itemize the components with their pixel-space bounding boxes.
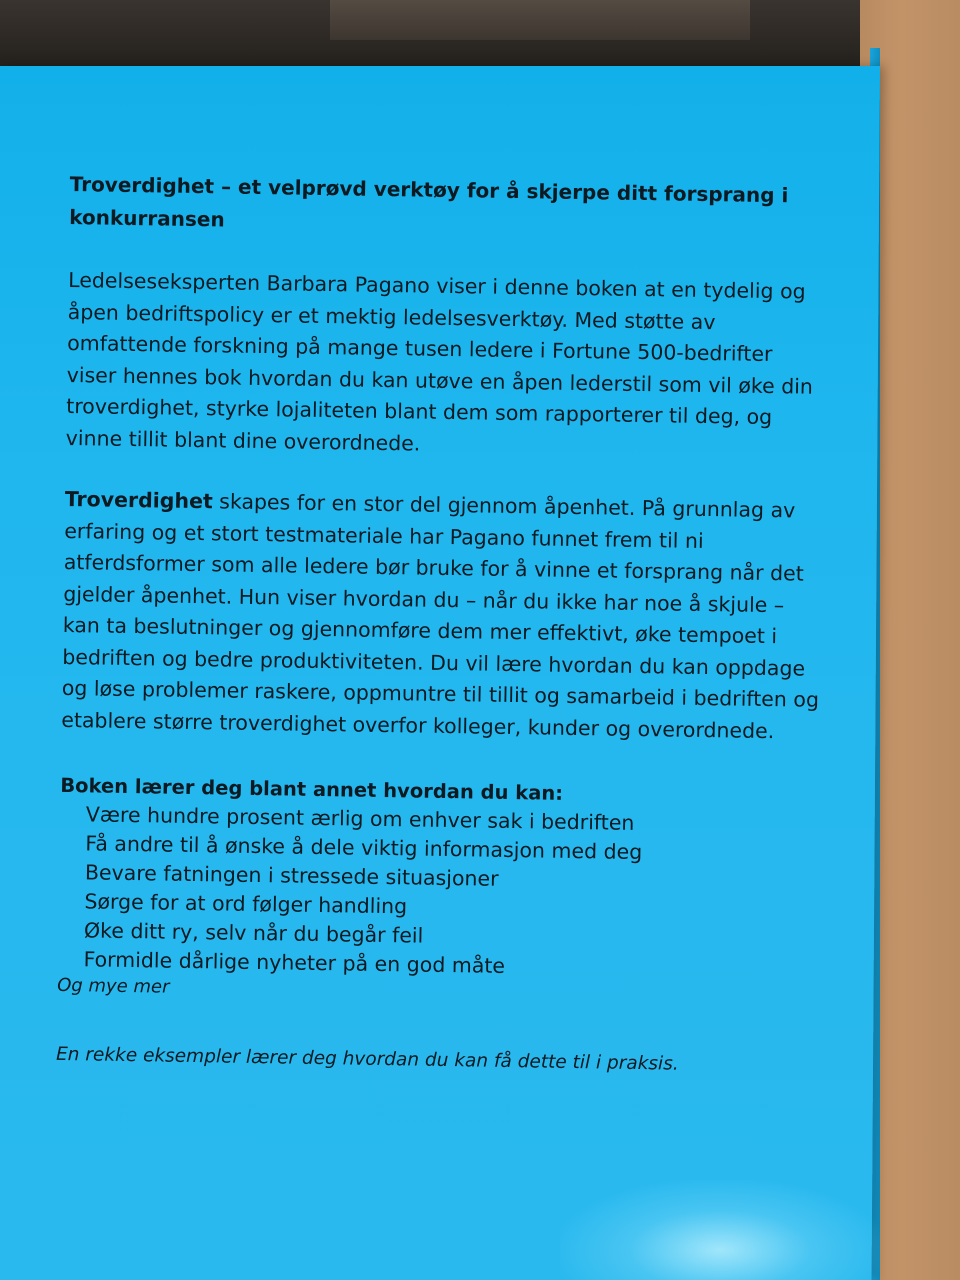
cover-heading: Troverdighet – et velprøvd verktøy for å skjerpe ditt forsprang i konkurransen bbox=[69, 171, 789, 232]
list-item: Sørge for at ord følger handling bbox=[84, 889, 408, 919]
list-item: Være hundre prosent ærlig om enhver sak i bedriften bbox=[85, 802, 635, 835]
and-more-text: Og mye mer bbox=[56, 974, 170, 998]
back-cover-text bbox=[56, 168, 830, 1080]
closing-line: En rekke eksempler lærer deg hvordan du kan få dette til i praksis. bbox=[55, 1043, 679, 1075]
intro-paragraph: Ledelseseksperten Barbara Pagano viser i denne boken at en tydelig og åpen bedriftspolicy er et mektig ledelsesverktøy. Med støtte av omfattende forskning på mange tusen ledere i Fortune 500-bedrifter viser hennes bok hvordan du kan utøve en åpen lederstil som vil øke din troverdighet, styrke lojaliteten blant dem som rapporterer til deg, og vinne tillit blant dine overordnede. bbox=[65, 267, 814, 456]
window-reflection bbox=[330, 0, 750, 40]
light-reflection bbox=[560, 1180, 880, 1280]
second-paragraph-body: skapes for en stor del gjennom åpenhet. På grunnlag av erfaring og et stort testmateriale har Pagano funnet frem til ni atferdsformer som alle ledere bør bruke for å vinne et forsprang når det gjelder åpenhet. Hun viser hvordan du – når du ikke har noe å skjule – kan ta beslutninger og gjennomføre dem mer effektivt, øke tempoet i bedriften og bedre produktiviteten. Du vil lære hvordan du kan oppdage og løse problemer raskere, oppmuntre til tillit og samarbeid i bedriften og etablere større troverdighet overfor kolleger, kunder og overordnede. bbox=[61, 489, 820, 743]
list-heading: Boken lærer deg blant annet hvordan du kan: bbox=[60, 773, 564, 805]
list-item: Øke ditt ry, selv når du begår feil bbox=[83, 918, 424, 948]
benefit-list bbox=[57, 800, 820, 986]
second-paragraph bbox=[61, 484, 825, 748]
lead-word: Troverdighet bbox=[64, 486, 213, 514]
list-item: Få andre til å ønske å dele viktig informasjon med deg bbox=[85, 831, 643, 865]
list-item: Bevare fatningen i stressede situasjoner bbox=[84, 860, 499, 891]
list-item: Formidle dårlige nyheter på en god måte bbox=[83, 947, 506, 978]
